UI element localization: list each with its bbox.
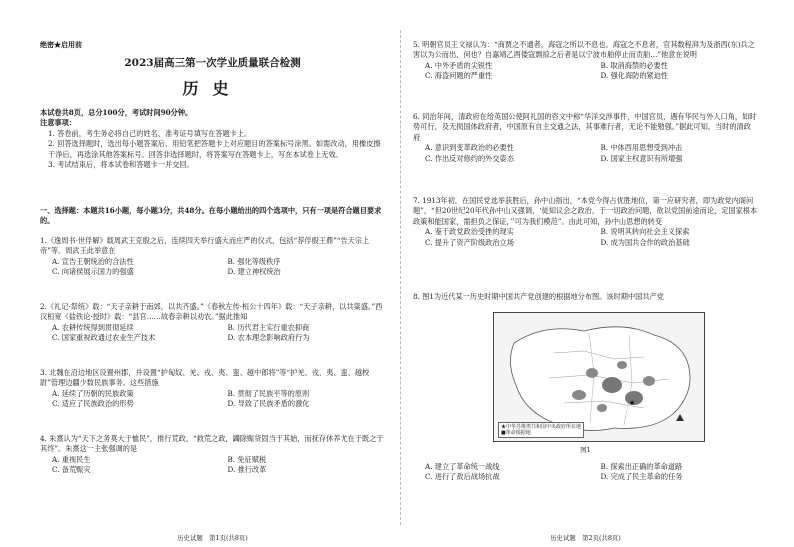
- page-2-column: [413, 0, 758, 547]
- question-2: [40, 302, 385, 344]
- question-stem: 4. 朱熹认为“天下之务莫大于恤民”，推行荒政，“救荒之政，蠲除赈贷固当于其始，而抚存休养尤在于既之于其终”。朱熹这一主张强调的是: [40, 434, 384, 454]
- option-a: A. 鉴于政党政治受挫的现实: [425, 227, 514, 237]
- question-1: [40, 236, 385, 278]
- option-a: A. 农耕传统得到贯彻延续: [52, 322, 134, 332]
- option-d: D. 导致了民族矛盾的激化: [227, 399, 310, 409]
- exam-meta: 本试卷共8页，总分100分，考试时间90分钟。: [40, 108, 193, 117]
- exam-title: 2023届高三第一次学业质量联合检测: [124, 57, 301, 69]
- question-8-options: [413, 462, 758, 483]
- option-b: B. 历代君主实行重农抑商: [227, 322, 310, 332]
- option-b: B. 探索出正确的革命道路: [600, 462, 683, 471]
- column-divider: [400, 30, 401, 525]
- notice-item: 1. 答卷前，考生务必将自己的姓名、准考证号填写在答题卡上。: [48, 128, 252, 138]
- question-stem: 2.《礼记·祭统》载：“天子亲耕于南郊，以共齐盛。”《春秋左传·桓公十四年》载：“天子亲耕，以共粢盛。”西汉桓宽《盐铁论·授时》载：“县官……故春亲耕以劝农。”据此推知: [40, 302, 383, 322]
- legend-item: ■革命根据地: [501, 430, 531, 436]
- option-c: C. 向诸侯展示国力的强盛: [52, 267, 134, 277]
- option-c: C. 国家重视政通过农业生产技术: [52, 333, 156, 343]
- question-4: [40, 434, 385, 476]
- option-a: A. 重视民生: [52, 454, 91, 464]
- page-footer: 历史试题 第2页(共8页): [550, 534, 621, 542]
- option-a: A. 宣告王朝统治的合法性: [52, 256, 134, 266]
- option-b: B. 中体西用思想受到冲击: [600, 143, 683, 153]
- question-3: [40, 368, 385, 410]
- option-d: D. 推行改革: [227, 465, 267, 475]
- notice-title: 注意事项：: [40, 118, 76, 128]
- option-d: D. 国家主权意识有所增强: [600, 153, 683, 163]
- question-stem: 5. 明朝官员王文禄认为：“商贾之不通者，海寇之所以不息也。海寇之不息者，官其数程湃为及浙西(东)兵之害以为公而出，何也？自嘉靖乙酉倭寇剽掠之后者是以宁波市舶停止而贡舶…”他意在说明: [413, 40, 755, 60]
- option-b: B. 强化等级秩序: [227, 256, 281, 266]
- question-7: [413, 196, 758, 248]
- notice-item: 2. 回答选择题时，选出每小题答案后，用铅笔把答题卡上对应题目的答案标号涂黑。如需改动，用橡皮擦干净后，再选涂其他答案标号。回答非选择题时，将答案写在答题卡上，写在本试卷上无效。: [48, 139, 381, 159]
- option-d: D. 成为国共合作的政治基础: [600, 237, 690, 247]
- option-d: D. 建立神权统治: [227, 267, 281, 277]
- legend-item: ★中华苏维埃共和国中央政府所在地: [501, 424, 582, 430]
- subject-title: 历史: [182, 79, 243, 98]
- option-b: B. 贯彻了民族平等的原则: [227, 388, 310, 398]
- question-stem: 3. 北魏在沿边地区设置州郡，并设置“护匈奴、羌、戎、夷、蛮、越中郎将”等“护羌、戎、夷、蛮、越校尉”管理边疆少数民族事务。这些措施: [40, 368, 370, 388]
- option-d: D. 农本理念影响政府行为: [227, 333, 310, 343]
- question-stem: 6. 同治年间，清政府在给英国公使阿礼国的咨文中称“华洋交涉事件，中国官员，遇有华民与外人口角，如时势可行，及无损国体政府者，中国原有自主交通之法，其事难行者，无论不能勉强。”据此可知，当时的清政府: [413, 112, 757, 142]
- option-c: C. 提升了资产阶级政治立场: [425, 237, 514, 247]
- notice-item: 3. 考试结束后，将本试卷和答题卡一并交回。: [48, 160, 194, 170]
- question-stem: 7. 1913年初，在国民党选举获胜后，孙中山指出，“本党今得占优胜地位，第一应研究者，即为政党内阁问题”，“但20世纪20年代孙中山又强调，‘徒知议会之政治，于一切政治问题，欲以党国前途而论，定国家根本政策和能国家，需担负之保证，’’可为我们模范”。由此可知，孙中山思想的转变: [413, 196, 758, 226]
- confidential-mark: 绝密★启用前: [40, 40, 82, 49]
- option-c: C. 作出反对修约的外交姿态: [425, 153, 514, 163]
- question-8-stem: 8. 图1为近代某一历史时期中国共产党创建的根据地分布图。该时期中国共产党: [413, 292, 664, 301]
- option-c: C. 海盗问题的严重性: [425, 71, 493, 81]
- question-5: [413, 40, 758, 82]
- svg-text:★: ★: [629, 399, 636, 407]
- figure-caption: 图1: [580, 446, 591, 454]
- option-a: A. 延续了历朝的民族政策: [52, 388, 134, 398]
- option-c: C. 进行了敌后战场抗战: [425, 472, 500, 482]
- option-b: B. 免征赋税: [227, 454, 267, 464]
- section-heading: 一、选择题：本题共16小题，每小题3分，共48分。在每小题给出的四个选项中，只有一项是符合题目要求的。: [40, 206, 382, 226]
- option-a: A. 建立了革命统一战线: [425, 462, 500, 471]
- question-6: [413, 112, 758, 164]
- map-legend: [498, 422, 584, 438]
- option-c: C. 适应了民族政治的形势: [52, 399, 134, 409]
- base-area-map: [493, 312, 705, 442]
- option-d: D. 强化海防的紧迫性: [600, 71, 669, 81]
- question-stem: 1.《逸周书·世俘解》载周武王克殷之后，连续四天举行盛大而庄严的仪式，包括“荐俘殷王鼎”“告天宗上帝”等。周武王此举意在: [40, 236, 370, 256]
- page-1-column: [40, 0, 385, 547]
- option-d: D. 完成了民主革命的任务: [600, 472, 683, 482]
- exam-notice-block: [40, 108, 385, 171]
- option-c: C. 备荒赈灾: [52, 465, 91, 475]
- option-b: B. 取消海禁的必要性: [600, 60, 668, 70]
- option-b: B. 说明其转向社会主义探索: [600, 227, 690, 237]
- option-a: A. 意识到变革政治的必要性: [425, 143, 514, 153]
- option-a: A. 中外矛盾的尖锐性: [425, 60, 493, 70]
- page-footer: 历史试题 第1页(共8页): [177, 534, 248, 542]
